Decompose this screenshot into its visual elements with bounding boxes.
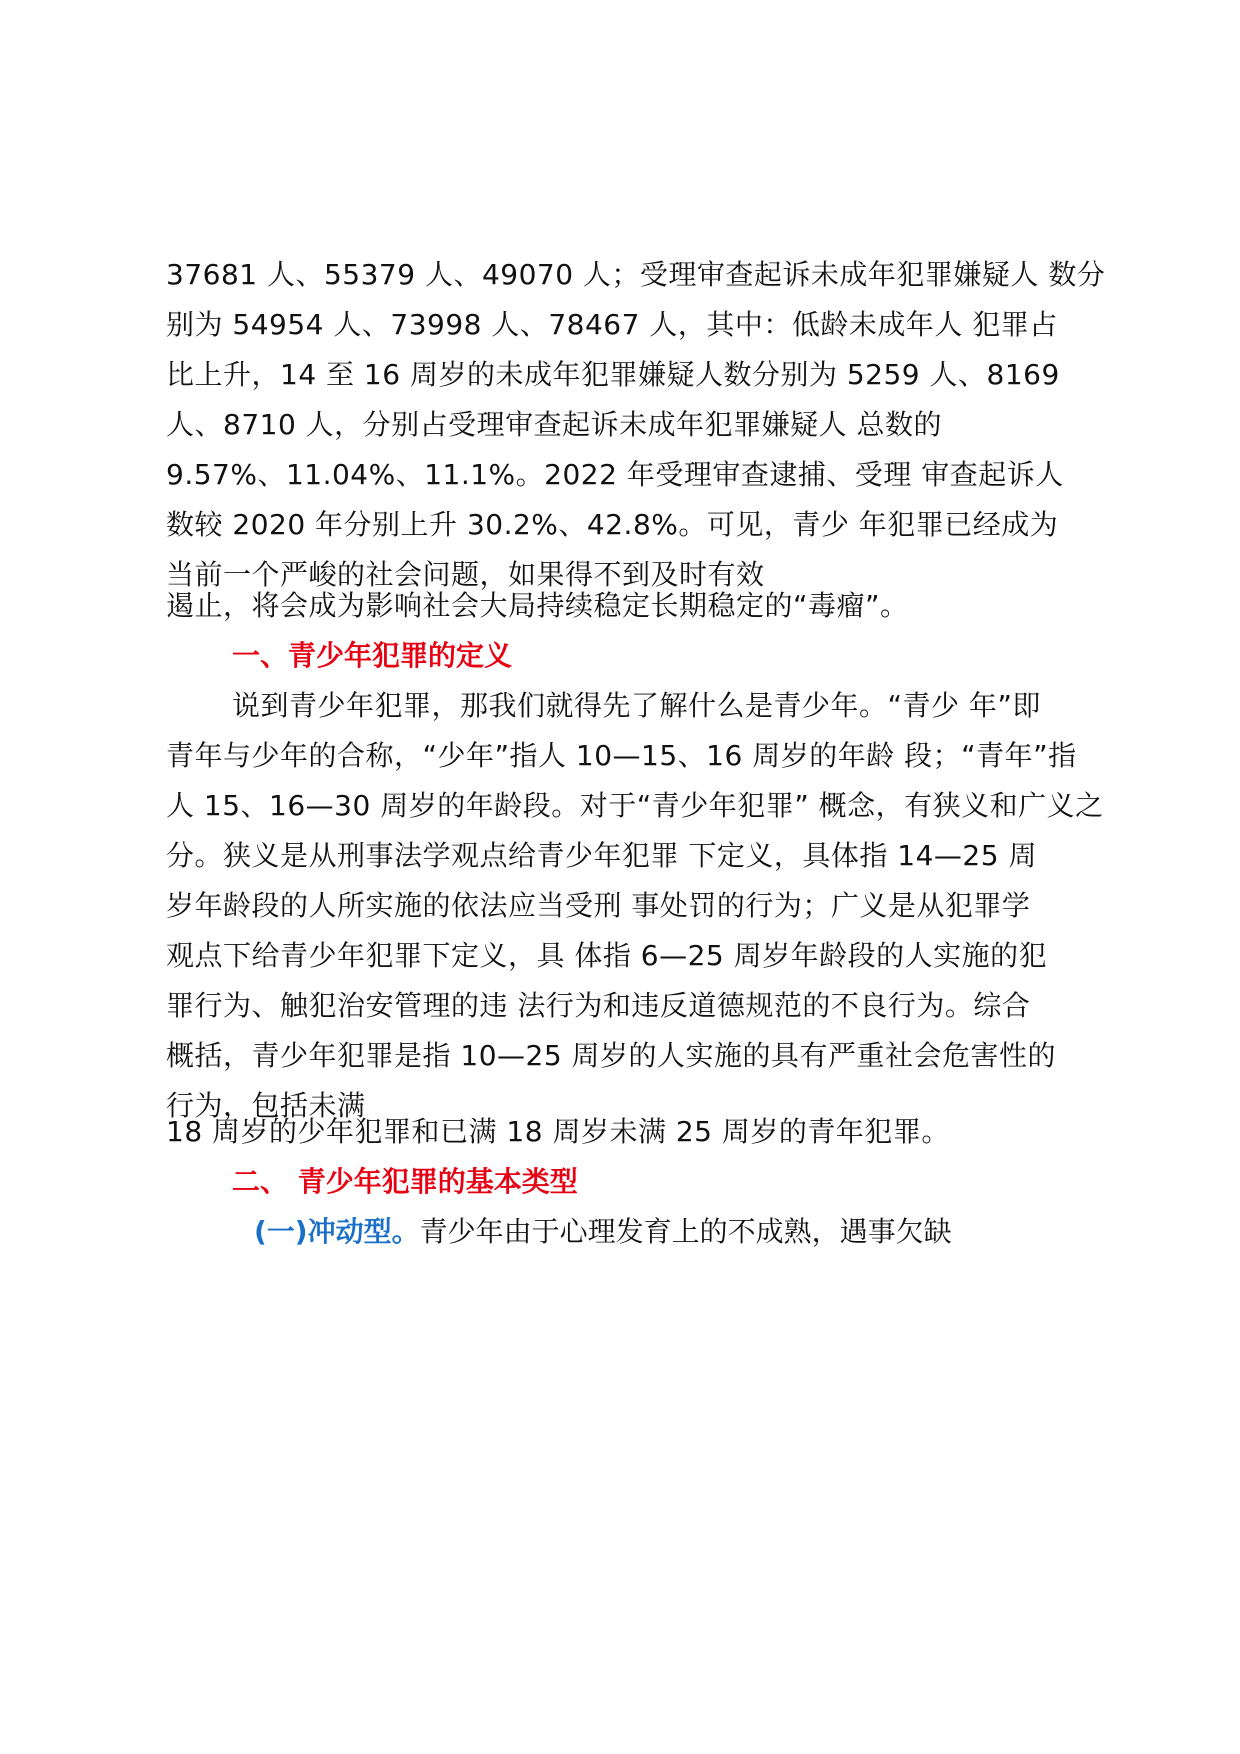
text-line: 比上升，14 至 16 周岁的未成年犯罪嫌疑人数分别为 5259 人、8169 xyxy=(166,358,1060,391)
text-line: 别为 54954 人、73998 人、78467 人，其中：低龄未成年人 犯罪占 xyxy=(166,308,1058,341)
text-line: 观点下给青少年犯罪下定义，具 体指 6—25 周岁年龄段的人实施的犯 xyxy=(166,939,1048,972)
text-line: 37681 人、55379 人、49070 人；受理审查起诉未成年犯罪嫌疑人 数分 xyxy=(166,258,1106,291)
text-line: 岁年龄段的人所实施的依法应当受刑 事处罚的行为；广义是从犯罪学 xyxy=(166,889,1031,922)
text-line: 分。狭义是从刑事法学观点给青少年犯罪 下定义，具体指 14—25 周 xyxy=(166,839,1037,872)
paragraph-definition xyxy=(166,681,1104,1131)
section-heading-definition: 一、青少年犯罪的定义 xyxy=(232,639,513,672)
text-line: 9.57%、11.04%、11.1%。2022 年受理审查逮捕、受理 审查起诉人 xyxy=(166,458,1064,491)
subsection-label: (一)冲动型。 xyxy=(254,1215,420,1248)
text-line: 18 周岁的少年犯罪和已满 18 周岁未满 25 周岁的青年犯罪。 xyxy=(166,1115,950,1148)
paragraph-conclusion xyxy=(166,581,1096,631)
text-line: 罪行为、触犯治安管理的违 法行为和违反道德规范的不良行为。综合 xyxy=(166,989,1031,1022)
section-heading-types: 二、 青少年犯罪的基本类型 xyxy=(232,1165,578,1198)
text-line: 说到青少年犯罪，那我们就得先了解什么是青少年。“青少 年”即 xyxy=(232,689,1041,722)
paragraph-age-range xyxy=(166,1107,1096,1157)
text-line: 人 15、16—30 周岁的年龄段。对于“青少年犯罪” 概念，有狭义和广义之 xyxy=(166,789,1104,822)
text-line: 数较 2020 年分别上升 30.2%、42.8%。可见，青少 年犯罪已经成为 xyxy=(166,508,1059,541)
subsection-text: 青少年由于心理发育上的不成熟，遇事欠缺 xyxy=(419,1215,952,1248)
text-line: 当前一个严峻的社会问题，如果得不到及时有效 xyxy=(166,558,765,591)
subsection-impulsive xyxy=(254,1207,952,1257)
text-line: 遏止，将会成为影响社会大局持续稳定长期稳定的“毒瘤”。 xyxy=(166,589,909,622)
paragraph-statistics xyxy=(166,250,1106,600)
text-line: 行为，包括未满 xyxy=(166,1089,366,1122)
text-line: 人、8710 人，分别占受理审查起诉未成年犯罪嫌疑人 总数的 xyxy=(166,408,943,441)
text-line: 青年与少年的合称，“少年”指人 10—15、16 周岁的年龄 段；“青年”指 xyxy=(166,739,1077,772)
text-line: 概括，青少年犯罪是指 10—25 周岁的人实施的具有严重社会危害性的 xyxy=(166,1039,1057,1072)
